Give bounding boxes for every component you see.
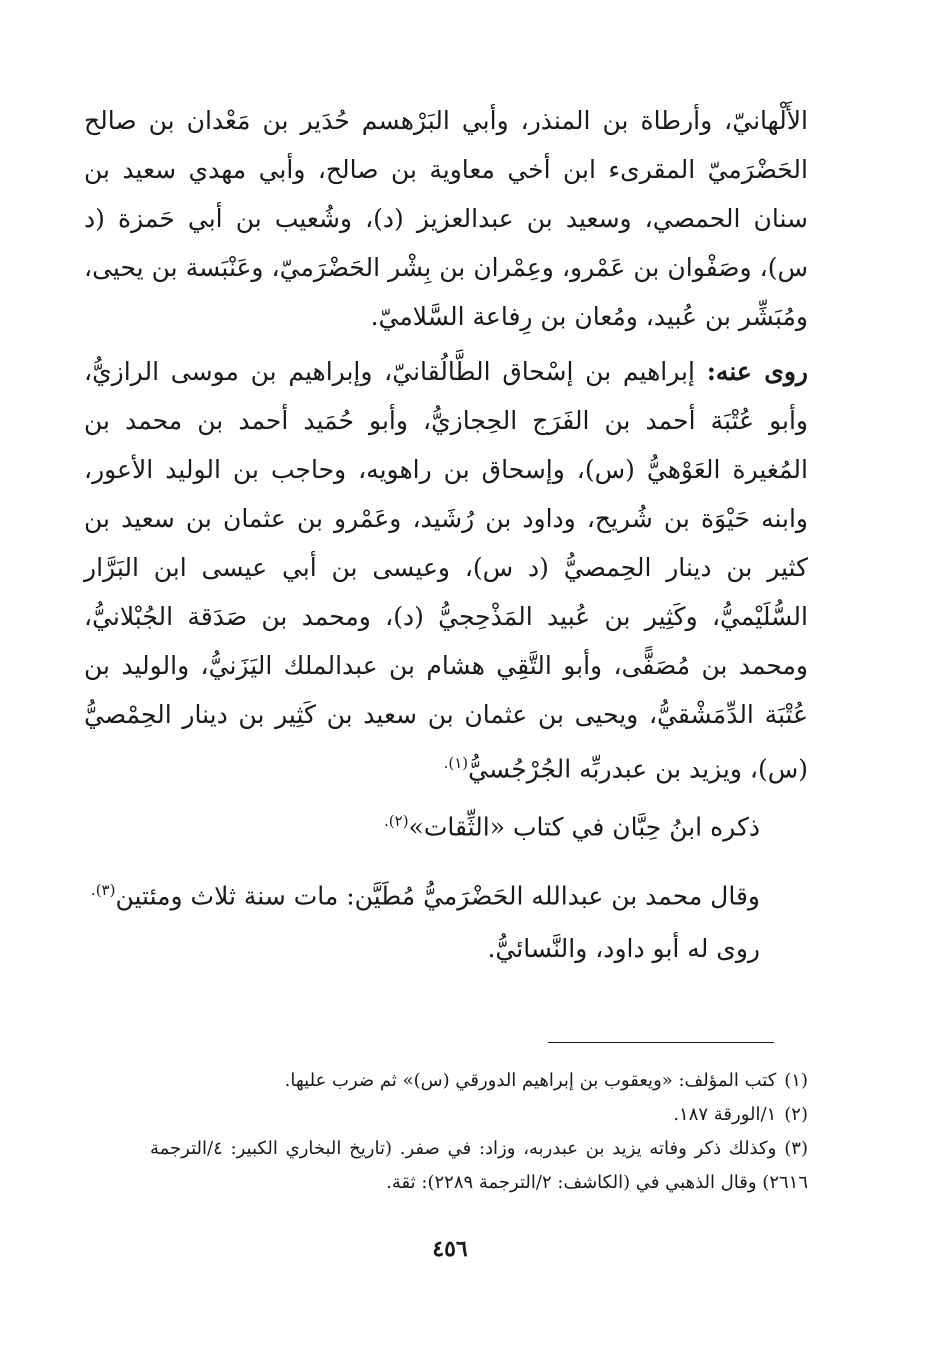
- paragraph-students: [84, 347, 808, 793]
- footnote-number: (٣): [784, 1138, 808, 1159]
- footnotes: [150, 1064, 808, 1200]
- footnote-number: (١): [784, 1070, 808, 1091]
- footnote-text: وكذلك ذكر وفاته يزيد بن عبدربه، وزاد: في صفر. (تاريخ البخاري الكبير: ٤/الترجمة ٢٦١٦) وقال الذهبي في (الكاشف: ٢/الترجمة ٢٢٨٩): ثقة.: [150, 1138, 808, 1193]
- footnote-divider: [548, 1042, 774, 1043]
- main-text: [84, 96, 808, 973]
- page-number: ٤٥٦: [432, 1236, 468, 1262]
- paragraph-death: [84, 866, 808, 920]
- paragraph-text: روى له أبو داود، والنَّسائيُّ.: [487, 933, 760, 963]
- paragraph-text: الأَلْهانيّ، وأرطاة بن المنذر، وأبي البَرْهسم حُدَير بن مَعْدان بن صالح الحَضْرَميّ المقرىء ابن أخي معاوية بن صالح، وأبي مهدي سعيد بن سنان الحمصي، وسعيد بن عبدالعزيز (د)، وشُعيب بن أبي حَمزة (د س)، وصَفْوان بن عَمْرو، وعِمْران بن بِشْر الحَضْرَميّ، وعَنْبَسة بن يحيى، ومُبَشِّر بن عُبيد، ومُعان بن رِفاعة السَّلاميّ.: [84, 106, 808, 331]
- footnote-ref: (١).: [443, 754, 469, 772]
- footnote-text: كتب المؤلف: «ويعقوب بن إبراهيم الدورقي (س)» ثم ضرب عليها.: [284, 1070, 777, 1091]
- paragraph-narrators: [84, 924, 808, 973]
- paragraph-ibn-hibban: [84, 797, 808, 851]
- footnote: [150, 1064, 808, 1098]
- paragraph-teachers: [84, 96, 808, 341]
- footnote-text: ١/الورقة ١٨٧.: [673, 1104, 777, 1125]
- footnote: [150, 1132, 808, 1200]
- paragraph-text: ذكره ابنُ حِبَّان في كتاب «الثِّقات»: [408, 812, 760, 842]
- paragraph-text: وقال محمد بن عبدالله الحَضْرَميُّ مُطَيَّن: مات سنة ثلاث ومئتين: [115, 880, 760, 910]
- paragraph-text: إبراهيم بن إسْحاق الطَّالُقانيّ، وإبراهيم بن موسى الرازيُّ، وأبو عُتْبَة أحمد بن الفَرَج الحِجازيُّ، وأبو حُمَيد أحمد بن محمد بن المُغيرة العَوْهيُّ (س)، وإسحاق بن راهويه، وحاجب بن الوليد الأعور، وابنه حَيْوَة بن شُريح، وداود بن رُشَيد، وعَمْرو بن عثمان بن سعيد بن كثير بن دينار الحِمصيُّ (د س)، وعيسى بن أبي عيسى ابن البَرَّار السُّلَيْميُّ، وكَثِير بن عُبيد المَذْحِجيُّ (د)، ومحمد بن صَدَقة الجُبْلانيُّ، ومحمد بن مُصَفًّى، وأبو التَّقِي هشام بن عبدالملك اليَزَنيُّ، والوليد بن عُتْبَة الدِّمَشْقيُّ، ويحيى بن عثمان بن سعيد بن كَثِير بن دينار الحِمْصيُّ (س)، ويزيد بن عبدربِّه الجُرْجُسيُّ: [84, 357, 808, 784]
- paragraph-lead: روى عنه:: [706, 357, 809, 386]
- footnote-number: (٢): [784, 1104, 808, 1125]
- footnote: [150, 1098, 808, 1132]
- footnote-ref: (٣).: [90, 880, 116, 899]
- footnote-ref: (٢).: [384, 812, 409, 831]
